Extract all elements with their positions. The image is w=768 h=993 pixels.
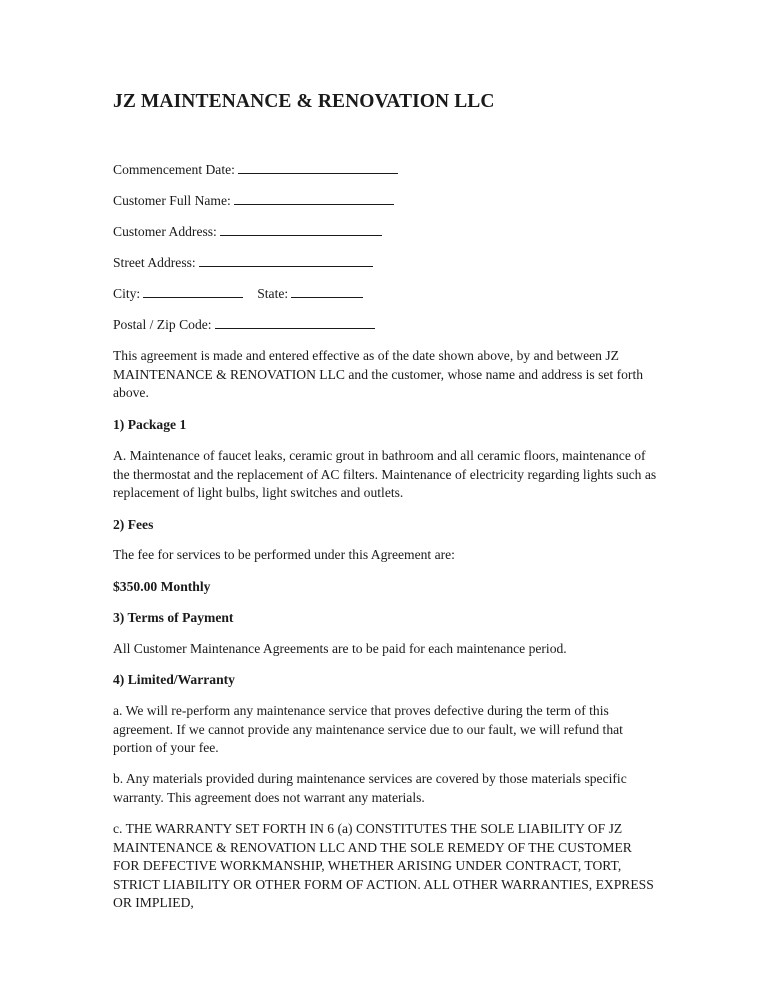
warranty-heading: 4) Limited/Warranty xyxy=(113,672,235,687)
warranty-item-c: c. THE WARRANTY SET FORTH IN 6 (a) CONSTITUTES THE SOLE LIABILITY OF JZ MAINTENANCE & RENOVATION LLC AND THE SOLE REMEDY OF THE CUSTOMER FOR DEFECTIVE WORKMANSHIP, WHETHER ARISING UNDER CONTRACT, TORT, STRICT LIABILITY OR OTHER FORM OF ACTION. ALL OTHER WARRANTIES, EXPRESS OR IMPLIED, xyxy=(113,821,654,911)
city-label: City: xyxy=(113,286,141,301)
city-blank[interactable] xyxy=(143,285,243,298)
intro-paragraph: This agreement is made and entered effective as of the date shown above, by and between JZ MAINTENANCE & RENOVATION LLC and the customer, whose name and address is set forth above. xyxy=(113,348,644,401)
street-address-field xyxy=(113,254,373,272)
customer-address-label: Customer Address: xyxy=(113,224,217,239)
customer-full-name-label: Customer Full Name: xyxy=(113,193,231,208)
warranty-item-b: b. Any materials provided during maintenance services are covered by those materials specific warranty. This agreement does not warrant any materials. xyxy=(113,771,627,805)
fees-text: The fee for services to be performed under this Agreement are: xyxy=(113,547,455,562)
customer-full-name-field xyxy=(113,192,394,210)
package-text: A. Maintenance of faucet leaks, ceramic grout in bathroom and all ceramic floors, maintenance of the thermostat and the replacement of AC filters. Maintenance of electricity regarding lights such as replacement of light bulbs, light switches and outlets. xyxy=(113,448,657,501)
city-state-field xyxy=(113,285,363,303)
customer-address-field xyxy=(113,223,382,241)
package-heading: 1) Package 1 xyxy=(113,417,187,432)
commencement-date-field xyxy=(113,161,398,179)
state-blank[interactable] xyxy=(291,285,363,298)
commencement-date-label: Commencement Date: xyxy=(113,162,235,177)
state-label: State: xyxy=(257,286,289,301)
postal-zip-label: Postal / Zip Code: xyxy=(113,317,212,332)
street-address-label: Street Address: xyxy=(113,255,196,270)
customer-address-blank[interactable] xyxy=(220,223,382,236)
postal-zip-blank[interactable] xyxy=(215,316,375,329)
commencement-date-blank[interactable] xyxy=(238,161,398,174)
document-title: JZ MAINTENANCE & RENOVATION LLC xyxy=(113,91,495,112)
payment-text: All Customer Maintenance Agreements are to be paid for each maintenance period. xyxy=(113,641,567,656)
postal-zip-field xyxy=(113,316,375,334)
street-address-blank[interactable] xyxy=(199,254,373,267)
warranty-item-a: a. We will re-perform any maintenance service that proves defective during the term of this agreement. If we cannot provide any maintenance service due to our fault, we will refund that portion of your fee. xyxy=(113,703,623,756)
customer-full-name-blank[interactable] xyxy=(234,192,394,205)
payment-heading: 3) Terms of Payment xyxy=(113,610,234,625)
fees-amount: $350.00 Monthly xyxy=(113,579,211,594)
fees-heading: 2) Fees xyxy=(113,517,154,532)
